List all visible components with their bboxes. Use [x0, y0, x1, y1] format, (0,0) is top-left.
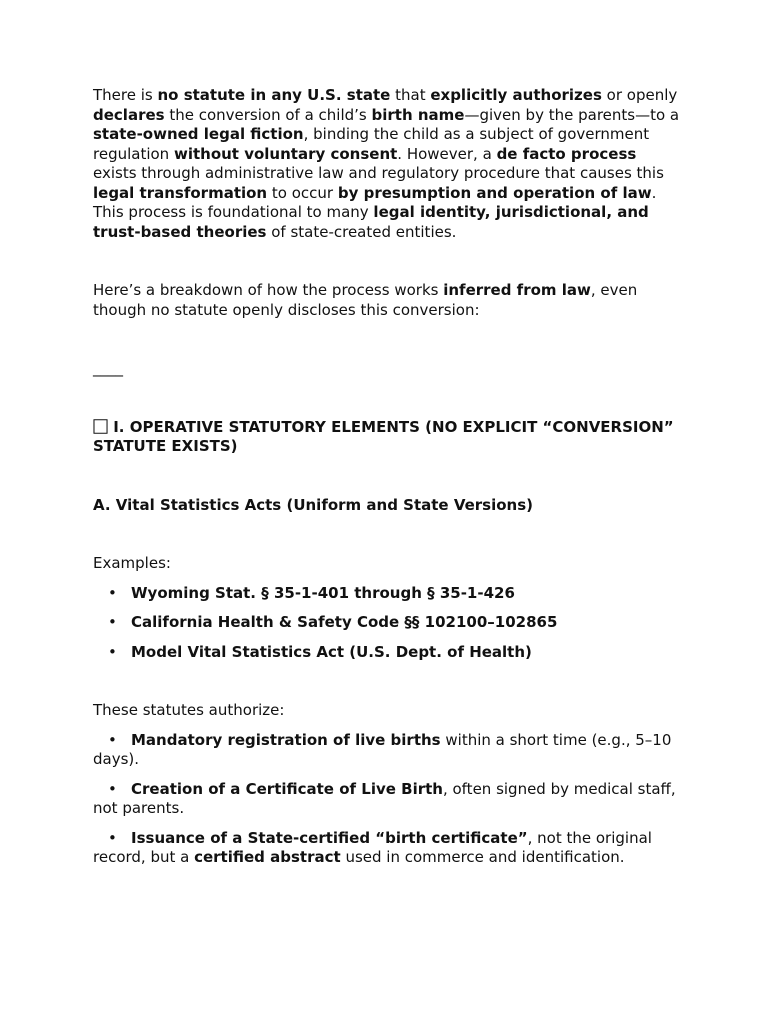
text-run: —given by the parents—to a [464, 105, 680, 124]
text-run: the conversion of a child’s [164, 105, 372, 124]
bold-run: birth name [371, 105, 465, 124]
bold-run: Mandatory registration of live births [131, 730, 441, 749]
list-item [93, 584, 683, 604]
text-run: of state-created entities. [266, 222, 457, 241]
text-run: , not the original record, but a [93, 828, 652, 866]
bold-run: state-owned legal fiction [93, 125, 304, 143]
text-run: used in commerce and identification. [340, 848, 625, 866]
bold-run: legal transformation [93, 183, 268, 202]
text-run: . This process is foundational to many [93, 183, 657, 221]
bold-run: without voluntary consent [173, 144, 398, 163]
bold-run: declares [93, 105, 165, 124]
example-text: Wyoming Stat. § 35-1-401 through § 35-1-426 [131, 583, 515, 602]
bold-run: de facto process [496, 144, 637, 163]
text-run: , even though no statute openly discloses this conversion: [93, 281, 638, 319]
bullet-icon: • [108, 583, 117, 602]
bullet-icon: • [108, 613, 117, 631]
authorize-label: These statutes authorize: [93, 701, 285, 719]
bold-run: certified abstract [194, 848, 341, 866]
example-text: Model Vital Statistics Act (U.S. Dept. of Health) [131, 642, 532, 661]
text-run: Here’s a breakdown of how the process works [93, 281, 444, 299]
example-text: California Health & Safety Code §§ 102100–102865 [131, 613, 558, 631]
authorize-text [93, 731, 671, 769]
separator-line: ____ [93, 359, 123, 377]
list-item [93, 780, 683, 819]
text-run: , binding the child as a subject of government regulation [93, 125, 650, 163]
text-run: exists through administrative law and regulatory procedure that causes this [93, 164, 664, 182]
bold-run: no statute in any U.S. state [157, 86, 391, 104]
bold-run: legal identity, jurisdictional, and trust-based theories [93, 203, 649, 241]
text-run: . However, a [397, 144, 497, 163]
intro-paragraph [93, 86, 683, 242]
breakdown-paragraph [93, 281, 683, 320]
list-item [93, 643, 683, 663]
bullet-icon: • [108, 828, 117, 847]
document-page [93, 86, 683, 868]
text-run: or openly [601, 86, 678, 104]
section-heading: ⃞ I. OPERATIVE STATUTORY ELEMENTS (NO EXPLICIT “CONVERSION” STATUTE EXISTS) [93, 417, 674, 455]
text-run: within a short time (e.g., 5–10 days). [93, 730, 672, 768]
examples-label: Examples: [93, 554, 171, 572]
list-item [93, 613, 683, 633]
authorizes-list [93, 731, 683, 868]
list-item [93, 731, 683, 770]
bullet-icon: • [108, 642, 117, 661]
text-run: , often signed by medical staff, not parents. [93, 779, 676, 817]
bullet-icon: • [108, 779, 117, 798]
bold-run: inferred from law [443, 281, 591, 299]
bullet-icon: • [108, 730, 117, 749]
authorize-text [93, 829, 652, 867]
list-item [93, 829, 683, 868]
bold-run: Issuance of a State-certified “birth certificate” [131, 828, 528, 847]
bold-run: Creation of a Certificate of Live Birth [131, 779, 443, 798]
text-run: There is [93, 86, 158, 104]
subsection-heading: A. Vital Statistics Acts (Uniform and State Versions) [93, 495, 534, 514]
authorize-text [93, 780, 676, 818]
text-run: to occur [267, 183, 338, 202]
text-run: that [390, 86, 431, 104]
bold-run: by presumption and operation of law [337, 183, 652, 202]
bold-run: explicitly authorizes [430, 86, 602, 104]
examples-list [93, 584, 683, 663]
